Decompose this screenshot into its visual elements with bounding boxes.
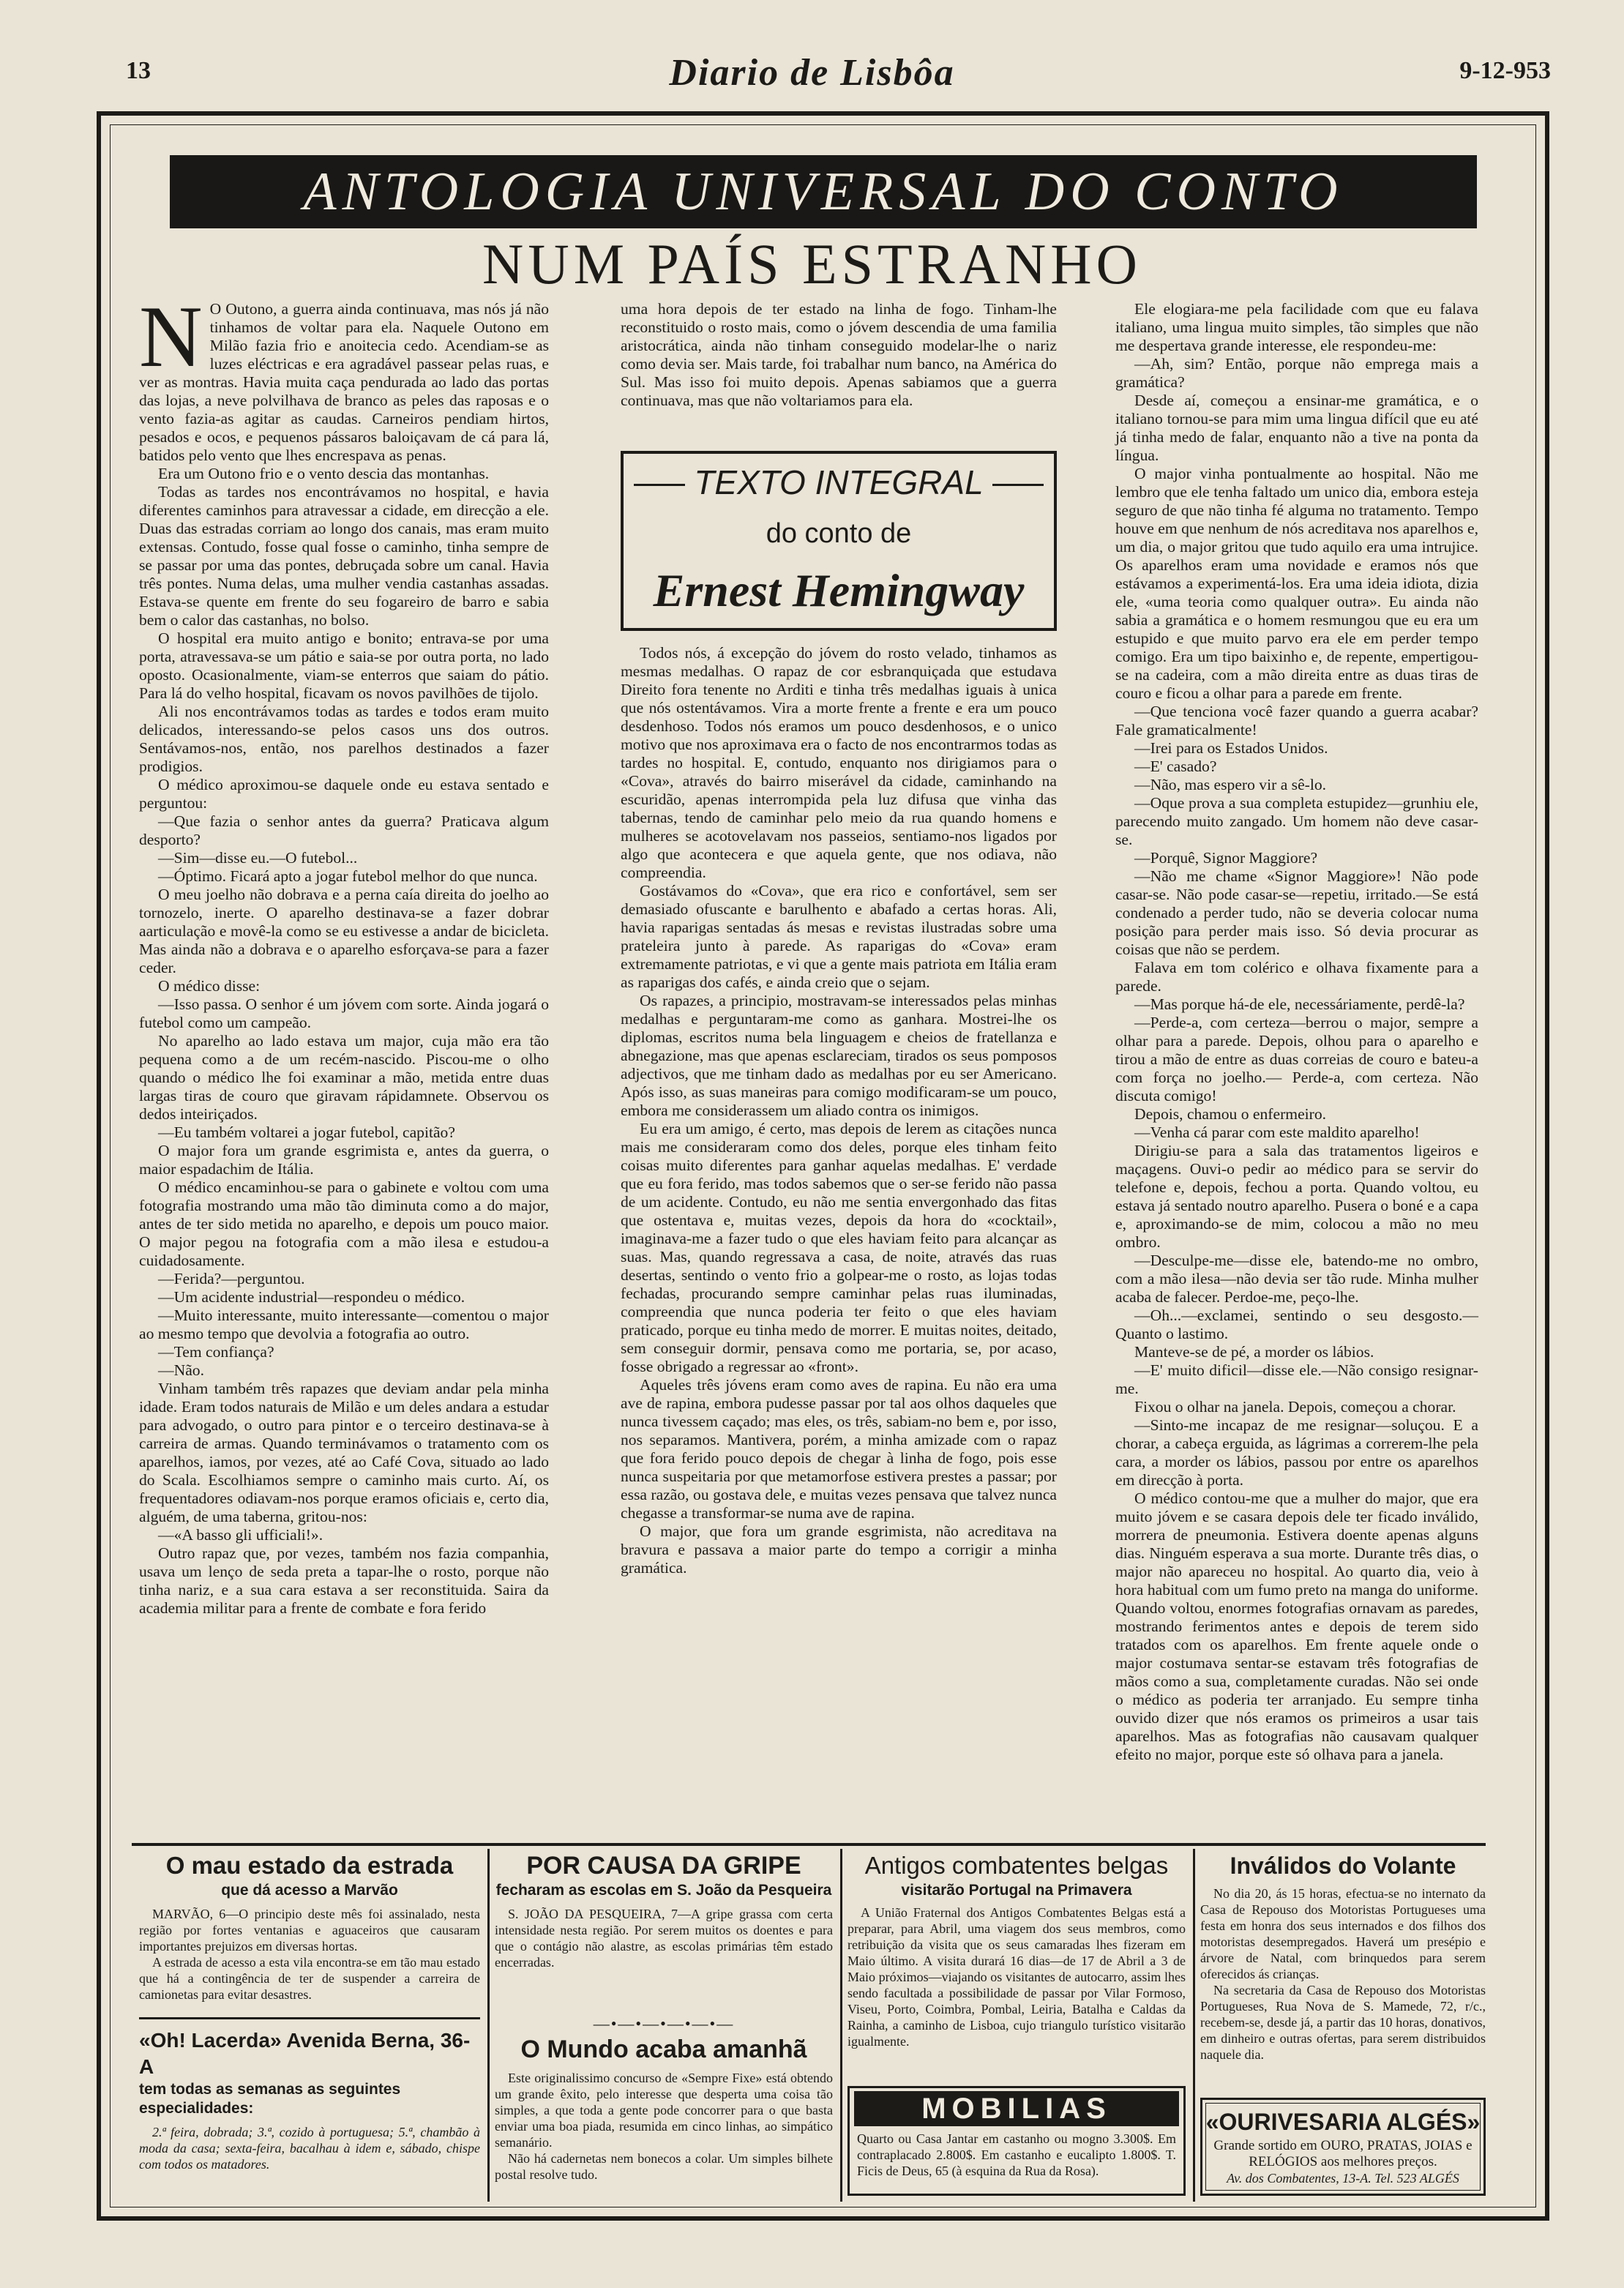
story-column-2-top xyxy=(621,300,1057,410)
paragraph: —Venha cá parar com este maldito aparelho! xyxy=(1134,1124,1420,1141)
paragraph: Ele elogiara-me pela facilidade com que eu falava italiano, uma lingua muito simples, tão simples que não me despertava grande interesse, ele respondeu-me: xyxy=(1115,300,1478,354)
paragraph: Eu era um amigo, é certo, mas depois de lerem as citações nunca mais me consideraram como dos deles, porque eles tinham feito coisas muito diferentes para ganhar aquelas medalhas. E' verdade que eu fora ferido, mas todos sabemos que o ser-se ferido não passa de um acidente. Contudo, eu não me sentia envergonhado das fitas que ostentava e, muitas vezes, depois da hora do «cocktail», imaginava-me a fazer tudo o que eles haviam feito para alcançar as suas. Mas, quando regressava a casa, de noite, através das ruas desertas, sentindo o vento frio a golpear-me o rosto, as lojas todas fechadas, procurando sempre caminhar pelas ruas iluminadas, compreendia que nunca poderia ter feito o que eles haviam praticado, porque eu tinha medo de morrer. E muitas noites, deitado, sem conseguir dormir, pensava como me portaria, se, por acaso, fosse obrigado a regressar ao «front». xyxy=(621,1120,1057,1375)
paragraph: Aqueles três jóvens eram como aves de rapina. Eu não era uma ave de rapina, embora pudesse passar por tal aos olhos daqueles que nunca tivessem caçado; mas eles, os três, sabiam-no bem e, por isso, nos separamos. Mantivera, porém, a minha amizade com o rapaz que fora ferido pouco depois de chegar à linha de fogo, pois esse nunca suspeitaria por que metamorfose estivera prestes a passar; por essa razão, ou gostava dele, e muitas vezes pensava que talvez nunca chegasse a transformar-se numa ave de rapina. xyxy=(621,1376,1057,1522)
story-column-3 xyxy=(1115,300,1478,1764)
paragraph: —Muito interessante, muito interessante—comentou o major ao mesmo tempo que devolvia a fotografia ao outro. xyxy=(139,1306,549,1342)
ad-title: MOBILIAS xyxy=(854,2091,1179,2126)
paragraph: O major fora um grande esgrimista e, antes da guerra, o maior espadachim de Itália. xyxy=(139,1142,549,1178)
author-name: Ernest Hemingway xyxy=(653,564,1025,616)
ad-title: «Oh! Lacerda» Avenida Berna, 36-A xyxy=(139,2029,471,2078)
story-column-2 xyxy=(621,644,1057,1577)
ads-divider xyxy=(487,1849,490,2202)
story-headline: NUM PAÍS ESTRANHO xyxy=(482,232,1142,296)
paragraph: —Mas porque há-de ele, necessáriamente, perdê-la? xyxy=(1134,995,1465,1013)
brief-text: MARVÃO, 6—O principio deste mês foi assinalado, nesta região por fortes ventanias e aguaceiros que causaram importantes prejuizos em diversas hortas. xyxy=(139,1907,480,1954)
brief-text: A estrada de acesso a esta vila encontra-se em tão mau estado que há a contingência de ter de suspender a carreira de camionetas para evitar desastres. xyxy=(139,1955,480,2002)
paragraph: Os rapazes, a principio, mostravam-se interessados pelas minhas medalhas e perguntaram-me como as ganhara. Mostrei-lhe os diplomas, escritos numa bela linguagem e cheios de fratellanza e abnegazione, mas que apenas esclareciam, tirados os seus pomposos adjectivos, que me tinham dado as medalhas por eu ser Americano. Após isso, as suas maneiras para comigo modificaram-se um pouco, embora me considerassem um aliado contra os inimigos. xyxy=(621,992,1057,1119)
paragraph: uma hora depois de ter estado na linha de fogo. Tinham-lhe reconstituido o rosto mais, como o jóvem descendia de uma familia aristocrática, ainda não tinham conseguido modelar-lhe o nariz como devia ser. Mais tarde, foi trabalhar num banco, na América do Sul. Mas isso foi muito depois. Apenas sabiamos que a guerra continuava, mas que não voltariamos para ela. xyxy=(621,300,1057,409)
story-of-label: do conto de xyxy=(766,518,912,549)
banner-text: ANTOLOGIA UNIVERSAL DO CONTO xyxy=(303,161,1344,222)
story-column-1 xyxy=(139,288,549,1618)
brief-title: POR CAUSA DA GRIPE xyxy=(526,1852,801,1880)
paragraph: —Não, mas espero vir a sê-lo. xyxy=(1134,776,1327,793)
paragraph: Era um Outono frio e o vento descia das montanhas. xyxy=(158,465,490,482)
news-brief-veterans xyxy=(847,1850,1186,2049)
ad-text: Grande sortido em OURO, PRATAS, JOIAS e RELÓGIOS aos melhores preços. xyxy=(1213,2138,1473,2169)
brief-title: Antigos combatentes belgas xyxy=(864,1852,1169,1879)
brief-title: O Mundo acaba amanhã xyxy=(520,2035,807,2063)
brief-text: Não há cadernetas nem bonecos a colar. Um simples bilhete postal resolve tudo. xyxy=(495,2151,833,2182)
paragraph: —Sinto-me incapaz de me resignar—soluçou. E a chorar, a cabeça erguida, as lágrimas a correrem-lhe pela cara, a morder os lábios, passou por entre os aparelhos em direcção à porta. xyxy=(1115,1416,1478,1489)
paragraph: Fixou o olhar na janela. Depois, começou a chorar. xyxy=(1134,1398,1456,1416)
ad-address: Av. dos Combatentes, 13-A. Tel. 523 ALGÉS xyxy=(1227,2171,1459,2186)
paragraph: —Um acidente industrial—respondeu o médico. xyxy=(158,1288,465,1306)
paragraph: —Ah, sim? Então, porque não emprega mais a gramática? xyxy=(1115,355,1478,391)
brief-text: Este originalissimo concurso de «Sempre Fixe» está obtendo um grande êxito, pelo interesse que desperta uma coisa tão simples, a que toda a gente pode concorrer para o que basta enviar uma boa piada, resumida em cinco linhas, ao simpático semanário. xyxy=(495,2071,833,2150)
paragraph: —E' casado? xyxy=(1134,758,1217,775)
ad-title: «OURIVESARIA ALGÉS» xyxy=(1205,2109,1481,2135)
paragraph: Desde aí, começou a ensinar-me gramática, e o italiano tornou-se para mim uma lingua difícil que eu até já tinha medo de falar, enquanto não a tive na ponta da língua. xyxy=(1115,392,1478,464)
paragraph: —Ferida?—perguntou. xyxy=(158,1270,305,1287)
paragraph: Todos nós, á excepção do jóvem do rosto velado, tinhamos as mesmas medalhas. O rapaz de cor esbranquiçada que estudava Direito fora tenente no Arditi e tinha três medalhas iguais à unica que nós ostentávamos. Vira a morte frente a frente e era um pouco desdenhoso. Todos nós eramos um pouco desdenhosos, e o unico motivo que nos aproximava era o facto de nos encontrarmos todas as tardes no hospital. E, contudo, enquanto nos dirigiamos para o «Cova», através do bairro miserável da cidade, caminhando na escuridão, apenas interrompida pela luz difusa que vinha das tabernas, tendo de caminhar pelo meio da rua quando homens e mulheres se acotovelavam nos passeios, sentiamo-nos ligados por algo que acontecera e que aquela gente, que nos odiava, não compreendia. xyxy=(621,644,1057,881)
paragraph: Ali nos encontrávamos todas as tardes e todos eram muito delicados, interessando-se pelos casos uns dos outros. Sentávamos-nos, então, nos parelhos destinados a fazer prodigios. xyxy=(139,703,549,775)
paragraph: Gostávamos do «Cova», que era rico e confortável, sem ser demasiado ofuscante e barulhento e abafado a certas horas. Ali, havia raparigas sentadas ás mesas e revistas ilustradas sobre uma prateleira junto à parede. As raparigas do «Cova» eram extremamente patriotas, e vi que a gente mais patriota em Itália eram as raparigas dos cafés, e ainda creio que o sejam. xyxy=(621,882,1057,991)
ad-text: 2.ª feira, dobrada; 3.ª, cozido à portuguesa; 5.ª, chambão à moda da casa; sexta-feira, bacalhau à idem e, sábado, chispe com todos os matadores. xyxy=(139,2125,480,2172)
ad-text: Quarto ou Casa Jantar em castanho ou mogno 3.300$. Em contraplacado 2.800$. Em castanho e eucalipto 1.800$. T. Ficis de Deus, 65 (à esquina da Rua da Rosa). xyxy=(857,2131,1176,2178)
paragraph: —E' muito dificil—disse ele.—Não consigo resignar-me. xyxy=(1115,1361,1478,1397)
paragraph: O médico encaminhou-se para o gabinete e voltou com uma fotografia mostrando uma mão tão diminuta como a do major, antes de ter sido metida no aparelho, e depois um pouco maior. O major pegou na fotografia com a mão ilesa e estudou-a cuidadosamente. xyxy=(139,1178,549,1269)
news-brief-contest xyxy=(495,2033,833,2183)
paragraph: —Que fazia o senhor antes da guerra? Praticava algum desporto? xyxy=(139,812,549,848)
brief-text: No dia 20, ás 15 horas, efectua-se no internato da Casa de Repouso dos Motoristas Portugueses uma festa em honra dos seus internados e dos filhos dos motoristas desempregados. Haverá um presépio e árvore de Natal, com brinquedos para serem oferecidos ás crianças. xyxy=(1200,1886,1486,1981)
paragraph: No aparelho ao lado estava um major, cuja mão era tão pequena como a de um recém-nascido. Piscou-me o olho quando o médico lhe foi examinar a mão, metida entre duas largas tiras de couro que giravam rápidamnete. Observou os dedos inteiriçados. xyxy=(139,1032,549,1123)
brief-text: S. JOÃO DA PESQUEIRA, 7—A gripe grassa com certa intensidade nesta região. Por serem muitos os doentes e para que o contágio não alastre, as escolas primárias têm estado encerradas. xyxy=(495,1907,833,1970)
paragraph: —Porquê, Signor Maggiore? xyxy=(1134,849,1318,867)
paragraph: —Tem confiança? xyxy=(158,1343,274,1361)
brief-text: Na secretaria da Casa de Repouso dos Motoristas Portugueses, Rua Nova de S. Mamede, 72, r/c., recebem-se, desde já, a partir das 10 horas, donativos, em dinheiro e outras ofertas, para serem distribuidos naquele dia. xyxy=(1200,1983,1486,2062)
brief-subtitle: visitarão Portugal na Primavera xyxy=(901,1882,1132,1899)
brief-subtitle: fecharam as escolas em S. João da Pesqueira xyxy=(495,1882,832,1899)
page-number: 13 xyxy=(126,57,151,84)
masthead-title: Diario de Lisbôa xyxy=(669,52,955,94)
ad-lacerda xyxy=(139,2027,480,2172)
news-brief-drivers xyxy=(1200,1850,1486,2063)
paragraph: O médico contou-me que a mulher do major, que era muito jóvem e se casara depois dele ter ficado inválido, morrera de pneumonia. Estivera doente apenas alguns dias. Ninguém esperava a sua morte. Durante três dias, o major não apareceu no hospital. Ao quarto dia, veio à hora habitual com um fumo preto na manga do uniforme. Quando voltou, enormes fotografias ornavam as paredes, mostrando ferimentos antes e depois de terem sido tratados com os aparelhos. Em frente aquele onde o major costumava sentar-se estavam três fotografias de mãos como a sua, completamente curadas. Não sei onde o médico as poderia ter arranjado. Eu sempre tinha ouvido dizer que nós eramos os primeiros a usar tais aparelhos. Mas as fotografias não causavam qualquer efeito no major, porque este só olhava para a janela. xyxy=(1115,1489,1478,1763)
brief-subtitle: que dá acesso a Marvão xyxy=(221,1882,398,1899)
paragraph: —Isso passa. O senhor é um jóvem com sorte. Ainda jogará o futebol como um campeão. xyxy=(139,995,549,1031)
paragraph: —Desculpe-me—disse ele, batendo-me no ombro, com a mão ilesa—não devia ser tão rude. Minha mulher acaba de falecer. Perdoe-me, peço-lhe. xyxy=(1115,1252,1478,1306)
paragraph: —Não. xyxy=(158,1361,204,1379)
paragraph: —Irei para os Estados Unidos. xyxy=(1134,739,1328,757)
section-banner xyxy=(170,155,1477,228)
ads-separator xyxy=(132,1843,1486,1846)
ad-ourivesaria xyxy=(1200,2098,1486,2196)
ads-divider xyxy=(840,1849,842,2202)
ad-mobilias xyxy=(847,2086,1186,2196)
paragraph: Manteve-se de pé, a morder os lábios. xyxy=(1134,1343,1374,1361)
brief-title: Inválidos do Volante xyxy=(1230,1853,1456,1879)
brief-text: A União Fraternal dos Antigos Combatentes Belgas está a preparar, para Abril, uma viagem dos seus membros, como retribuição da visita que os seus camaradas lhes fizeram em Maio último. A visita durará 16 dias—de 17 de Abril a 3 de Maio próximos—viajando os visitantes de autocarro, assim lhes sendo facultada a possibilidade de passar por Vilar Formoso, Viseu, Porto, Coimbra, Pombal, Leiria, Batalha e Caldas da Rainha, a caminho de Lisboa, cujo triangulo turístico visitarão igualmente. xyxy=(847,1905,1186,2049)
paragraph: O Outono, a guerra ainda continuava, mas nós já não tinhamos de voltar para ela. Naquele Outono em Milão fazia frio e anoitecia cedo. Acendiam-se as luzes eléctricas e era agradável passear pelas ruas, e ver as montras. Havia muita caça pendurada ao lado das portas das lojas, a neve polvilhava de branco as peles das raposas e o vento fazia-as agitar as caudas. Carneiros pendiam hirtos, pesados e ocos, e pequenos pássaros baloiçavam de cá para lá, batidos pelo vento que lhes encrespava as penas. xyxy=(139,300,549,464)
paragraph: —Óptimo. Ficará apto a jogar futebol melhor do que nunca. xyxy=(158,867,538,885)
paragraph: O major vinha pontualmente ao hospital. Não me lembro que ele tenha faltado um unico dia, embora esteja seguro de que não tinha fé alguma no tratamento. Tempo houve em que nenhum de nós acreditava nos aparelhos e, um dia, o major gritou que tudo aquilo era uma intrujice. Os aparelhos eram uma novidade e eramos nós que estávamos a experimentá-los. Era uma ideia idiota, dizia ele, «uma teoria como qualquer outra». Eu ainda não sabia a gramática e o homem resmungou que eu era um estupido e que muito parvo era ele em perder tempo comigo. Era um tipo baixinho e, de repente, empertigou-se na cadeira, com a mão direita entre as duas tiras de couro e ficou a olhar para a parede em frente. xyxy=(1115,465,1478,702)
full-text-box xyxy=(621,451,1057,631)
paragraph: —Oque prova a sua completa estupidez—grunhiu ele, parecendo muito zangado. Um homem não deve casar-se. xyxy=(1115,794,1478,848)
paragraph: O meu joelho não dobrava e a perna caía direita do joelho ao tornozelo, inerte. O aparelho destinava-se a fazer dobrar aarticulação e movê-la como se eu estivesse a andar de bicicleta. Mas ainda não a dobrava e o aparelho esforçava-se para a fazer ceder. xyxy=(139,886,549,976)
paragraph: —Sim—disse eu.—O futebol... xyxy=(158,849,358,867)
ads-divider xyxy=(1193,1849,1195,2202)
ad-rule xyxy=(139,2017,480,2019)
paragraph: O médico aproximou-se daquele onde eu estava sentado e perguntou: xyxy=(139,776,549,812)
full-text-label: TEXTO INTEGRAL xyxy=(624,463,1054,502)
paragraph: —Oh...—exclamei, sentindo o seu desgosto.— Quanto o lastimo. xyxy=(1115,1306,1478,1342)
paragraph: —Eu também voltarei a jogar futebol, capitão? xyxy=(158,1124,455,1141)
paragraph: Todas as tardes nos encontrávamos no hospital, e havia diferentes caminhos para atravessar a cidade, em direcção a ele. Duas das estradas corriam ao longo dos canais, mas eram muito extensas. Contudo, fosse qual fosse o caminho, tinha sempre de se passar por uma das pontes, debruçada sobre um canal. Havia três pontes. Numa delas, uma mulher vendia castanhas assadas. Estava-se quente em frente do seu fogareiro de barro e sabia bem o calor das castanhas, no bolso. xyxy=(139,483,549,629)
paragraph: —Perde-a, com certeza—berrou o major, sempre a olhar para a parede. Depois, olhou para o aparelho e tirou a mão de entre as duas correias de couro e bateu-a com força no joelho.— Perde-a, com certeza. Não discuta comigo! xyxy=(1115,1014,1478,1104)
drop-cap: N xyxy=(139,288,203,385)
masthead-date: 9-12-953 xyxy=(1459,57,1551,84)
news-brief-flu xyxy=(495,1850,833,1970)
paragraph: Outro rapaz que, por vezes, também nos fazia companhia, usava um lenço de seda preta a tapar-lhe o rosto, porque não tinha nariz, e a sua cara estava a ser reconstituida. Saira da academia militar para a frente de combate e fora ferido xyxy=(139,1544,549,1617)
paragraph: O major, que fora um grande esgrimista, não acreditava na bravura e passava a maior parte do tempo a corrigir a minha gramática. xyxy=(621,1522,1057,1577)
ad-subtitle: tem todas as semanas as seguintes especialidades: xyxy=(139,2081,401,2117)
paragraph: O hospital era muito antigo e bonito; entrava-se por uma porta, atravessava-se um pátio e saia-se por outra porta, no lado oposto. Ocasionalmente, viam-se enterros que saiam do pátio. Para lá do velho hospital, ficavam os novos pavilhões de tijolo. xyxy=(139,629,549,702)
paragraph: —«A basso gli ufficiali!». xyxy=(158,1526,323,1544)
paragraph: —Não me chame «Signor Maggiore»! Não pode casar-se. Não pode casar-se—repetiu, irritado.—Se está condenado a perder tudo, não se deveria colocar numa posição para perder mais isso. Só devia procurar as coisas que não se perdem. xyxy=(1115,867,1478,958)
paragraph: Falava em tom colérico e olhava fixamente para a parede. xyxy=(1115,959,1478,995)
paragraph: Depois, chamou o enfermeiro. xyxy=(1134,1105,1327,1123)
paragraph: Vinham também três rapazes que deviam andar pela minha idade. Eram todos naturais de Milão e um deles andara a estudar para advogado, o outro para pintor e o terceiro destinava-se à carreira de armas. Quando terminávamos o tratamento com os aparelhos, iamos, por vezes, até ao Café Cova, situado ao lado do Scala. Escolhiamos sempre o caminho mais curto. Aí, os frequentadores odiavam-nos porque eramos oficiais e, certo dia, alguém, de uma taberna, gritou-nos: xyxy=(139,1380,549,1525)
brief-title: O mau estado da estrada xyxy=(165,1852,454,1879)
paragraph: O médico disse: xyxy=(158,977,261,995)
paragraph: Dirigiu-se para a sala das tratamentos ligeiros e maçagens. Ouvi-o pedir ao médico para se servir do telefone e, depois, fechou a porta. Quando voltou, eu estava já sentado noutro aparelho. Pusera o boné e a capa e, aproximando-se de mim, colocou a mão no meu ombro. xyxy=(1115,1142,1478,1251)
news-brief-road xyxy=(139,1850,480,2003)
paragraph: —Que tenciona você fazer quando a guerra acabar? Fale gramaticalmente! xyxy=(1115,703,1478,739)
ornament-divider: —•—•—•—•—•— xyxy=(593,2014,735,2033)
